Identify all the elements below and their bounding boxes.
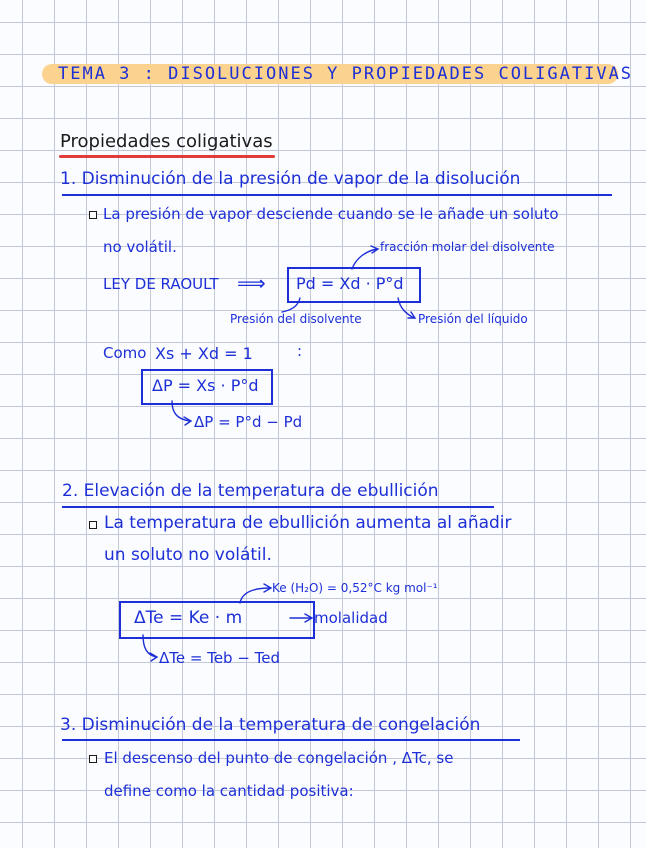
page-title: TEMA 3 : DISOLUCIONES Y PROPIEDADES COLIGATIVAS	[58, 64, 634, 84]
raoult-formula: Pd = Xd · P°d	[296, 274, 404, 293]
note-presion-disolvente: Presión del disolvente	[230, 312, 362, 326]
s3-text-line2: define como la cantidad positiva:	[104, 782, 354, 800]
s2-heading: 2. Elevación de la temperatura de ebullición	[62, 481, 439, 501]
s2-heading-underline	[62, 506, 494, 508]
s3-heading-underline	[62, 739, 520, 741]
delta-p-result: ΔP = P°d − Pd	[194, 413, 303, 431]
s1-text-line2: no volátil.	[103, 238, 177, 256]
s1-heading-underline	[62, 194, 612, 196]
delta-te-result: ΔTe = Teb − Ted	[159, 649, 281, 667]
heading-underline	[59, 155, 275, 158]
implies-arrow-icon: ⟹	[237, 271, 266, 295]
arrow-fraccion-icon	[352, 249, 377, 269]
s2-text-line2: un soluto no volátil.	[104, 545, 272, 565]
s1-text-line1: La presión de vapor desciende cuando se le añade un soluto	[103, 205, 559, 223]
como-label: Como	[103, 344, 147, 362]
ke-water-note: Ke (H₂O) = 0,52°C kg mol⁻¹	[272, 581, 438, 595]
bullet-icon	[89, 755, 97, 763]
delta-te-formula: ΔTe = Ke · m	[134, 608, 243, 628]
delta-p-formula: ΔP = Xs · P°d	[152, 376, 259, 395]
molalidad-label: molalidad	[314, 609, 388, 627]
ley-raoult-label: LEY DE RAOULT	[103, 275, 219, 293]
note-presion-liquido: Presión del líquido	[418, 312, 528, 326]
note-fraccion-molar: fracción molar del disolvente	[380, 240, 555, 254]
s2-text-line1: La temperatura de ebullición aumenta al añadir	[104, 513, 512, 533]
s1-heading: 1. Disminución de la presión de vapor de la disolución	[60, 169, 521, 189]
section-heading: Propiedades coligativas	[60, 131, 273, 152]
s3-text-line1: El descenso del punto de congelación , ΔTc, se	[104, 749, 454, 767]
bullet-icon	[89, 521, 97, 529]
s3-heading: 3. Disminución de la temperatura de congelación	[60, 715, 481, 735]
bullet-icon	[89, 211, 97, 219]
como-equation: Xs + Xd = 1	[155, 344, 253, 363]
como-colon: :	[297, 342, 303, 360]
